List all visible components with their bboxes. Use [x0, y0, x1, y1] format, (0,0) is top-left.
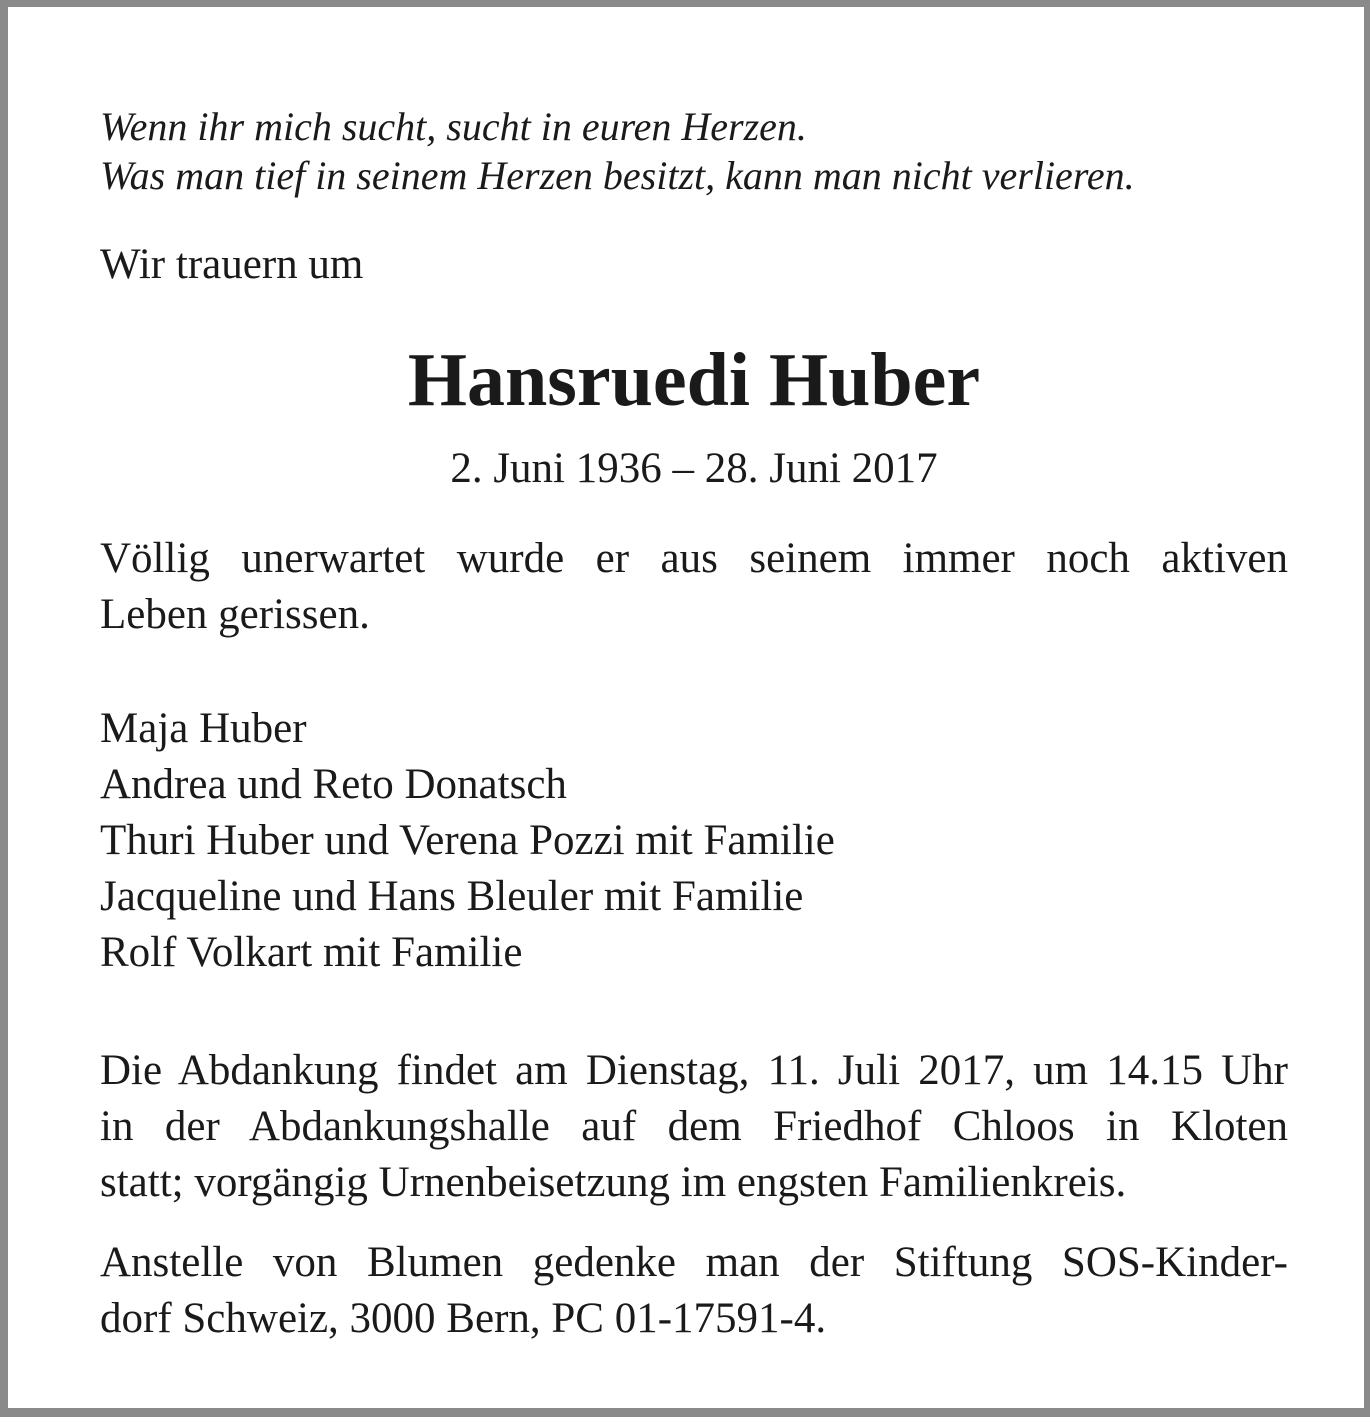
- mourner-name: Andrea und Reto Donatsch: [100, 761, 567, 808]
- intro-text: Wir trauern um: [100, 241, 364, 288]
- deceased-name: Hansruedi Huber: [407, 338, 981, 422]
- motto-line-2: Was man tief in seinem Herzen besitzt, kann man nicht verlieren.: [100, 153, 1135, 198]
- statement-line-2: Leben gerissen.: [100, 591, 370, 638]
- donation-line-1: Anstelle von Blumen gedenke man der Stiftung SOS-Kinder-: [100, 1239, 1288, 1286]
- mourner-name: Maja Huber: [100, 705, 307, 752]
- donation-line-2: dorf Schweiz, 3000 Bern, PC 01-17591-4.: [100, 1295, 827, 1342]
- service-line-2: in der Abdankungshalle auf dem Friedhof Chloos in Kloten: [100, 1103, 1288, 1150]
- life-dates: 2. Juni 1936 – 28. Juni 2017: [450, 445, 938, 492]
- service-line-3: statt; vorgängig Urnenbeisetzung im engsten Familienkreis.: [100, 1159, 1127, 1206]
- statement-line-1: Völlig unerwartet wurde er aus seinem immer noch aktiven: [100, 535, 1288, 582]
- mourner-name: Jacqueline und Hans Bleuler mit Familie: [100, 873, 804, 920]
- service-line-1: Die Abdankung findet am Dienstag, 11. Juli 2017, um 14.15 Uhr: [100, 1047, 1288, 1094]
- mourner-name: Rolf Volkart mit Familie: [100, 929, 523, 976]
- mourner-name: Thuri Huber und Verena Pozzi mit Familie: [100, 817, 835, 864]
- motto-line-1: Wenn ihr mich sucht, sucht in euren Herzen.: [100, 104, 807, 149]
- obituary-content: [100, 7, 1288, 1424]
